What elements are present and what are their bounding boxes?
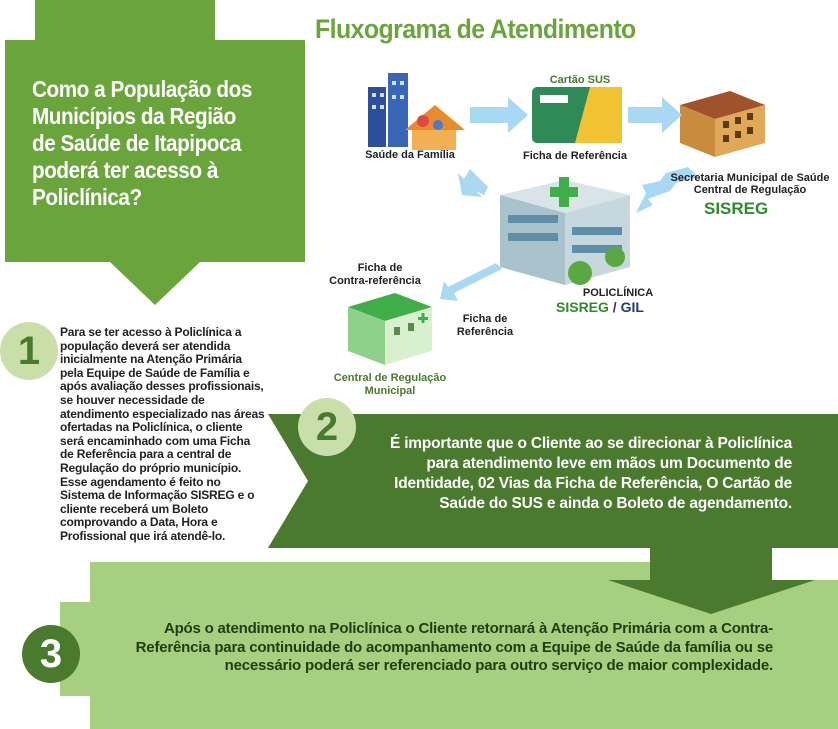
label-cartao-sus: Cartão SUS	[549, 74, 611, 86]
label-secretaria-line2: Central de Regulação	[693, 184, 807, 196]
label-secretaria-line1: Secretaria Municipal de Saúde	[670, 172, 830, 184]
label-saude-familia: Saúde da Família	[365, 149, 455, 161]
label-ficha-ref-line1: Ficha de	[462, 313, 508, 325]
policlinica-building-icon	[500, 177, 630, 285]
step-3-number: 3	[22, 625, 80, 683]
secretaria-building-icon	[680, 91, 765, 157]
sus-card-icon	[532, 87, 622, 143]
step-1-number: 1	[0, 322, 58, 380]
intro-question: Como a População dos Municípios da Região de Saúde de Itapipoca poderá ter acesso à Policlínica?	[32, 76, 252, 210]
label-ficha-referencia-top: Ficha de Referência	[523, 150, 627, 162]
label-policlinica-gil: GIL	[620, 299, 644, 315]
label-ficha-ref-line2: Referência	[456, 326, 514, 338]
step-3-text: Após o atendimento na Policlínica o Cliente retornará à Atenção Primária com a Contra-Referência para continuidade do acompanhamento com a Equipe de Saúde da família ou se necessário poderá ser referenciado para outro serviço de maior complexidade.	[135, 620, 773, 674]
label-central-line2: Municipal	[364, 385, 416, 397]
label-policlinica-sisreg: SISREG	[556, 299, 609, 315]
label-central-line1: Central de Regulação	[333, 372, 447, 384]
step-2-text: É importante que o Cliente ao se direcionar à Policlínica para atendimento leve em mãos um Documento de Identidade, 02 Vias da Ficha de Referência, O Cartão de Saúde do SUS e ainda o Boleto de agendamento.	[389, 435, 792, 512]
label-policlinica-systems	[556, 299, 644, 315]
label-policlinica-sep: /	[608, 299, 621, 315]
step-1-text: Para se ter acesso à Policlínica a população deverá ser atendida inicialmente na Atenção Primária pela Equipe de Saúde de Família e após avaliação desses profissionais, se houver necessidade de atendimento especializado nas áreas ofertadas na Policlínica, o cliente será encaminhado com uma Ficha de Referência para a central de Regulação do próprio município. Esse agendamento é feito no Sistema de Informação SISREG e o cliente receberá um Boleto comprovando a Data, Hora e Profissional que irá atendê-lo.	[60, 325, 265, 543]
family-health-building-icon	[368, 73, 465, 150]
step-2-number: 2	[298, 398, 356, 456]
central-regulacao-building-icon	[348, 293, 432, 365]
label-ficha-contra-line1: Ficha de	[357, 262, 403, 274]
label-sisreg: SISREG	[704, 199, 769, 218]
flow-diagram	[310, 55, 838, 405]
label-ficha-contra-line2: Contra-referência	[329, 275, 421, 287]
page-title: Fluxograma de Atendimento	[315, 14, 636, 44]
label-policlinica: POLICLÍNICA	[582, 287, 654, 299]
